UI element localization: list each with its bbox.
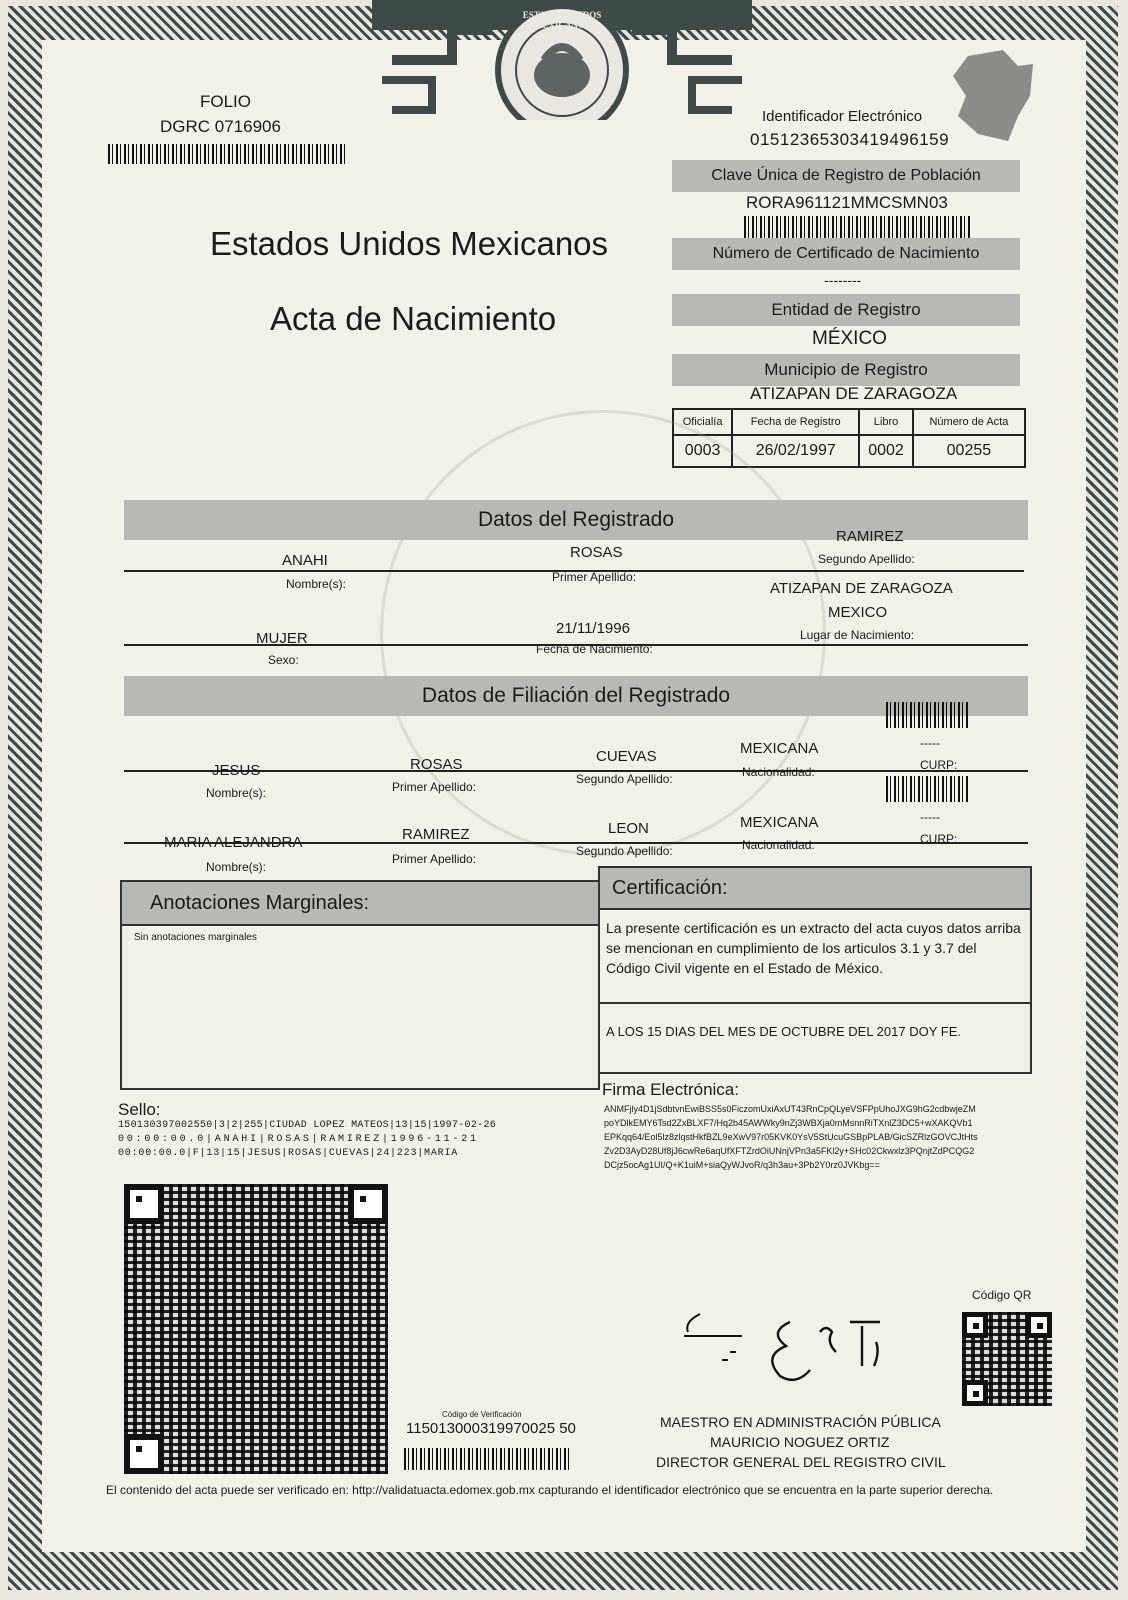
firma-line5: DCjz5ocAg1UI/Q+K1uiM+siaQyWJvoR/q3h3au+3Pb2Y0rz0JVKbg== (604, 1160, 880, 1170)
seal-text: ESTADOS UNIDOS MEXICANOS (522, 10, 602, 30)
header-oficialia: Oficialía (673, 409, 732, 435)
registrado-section-bar: Datos del Registrado (124, 500, 1028, 540)
small-qr-code (962, 1312, 1052, 1406)
madre-nombre: MARIA ALEJANDRA (164, 834, 303, 851)
madre-primer-apellido-label: Primer Apellido: (392, 852, 477, 866)
padre-segundo-apellido-label: Segundo Apellido: (576, 772, 673, 786)
fecha-nacimiento-label: Fecha de Nacimiento: (536, 642, 653, 656)
value-numero-acta: 00255 (913, 435, 1025, 467)
sello-label: Sello: (118, 1100, 161, 1119)
padre-nombre: JESUS (212, 762, 261, 779)
entidad-value: MÉXICO (812, 328, 887, 349)
municipio-label-bar: Municipio de Registro (672, 354, 1020, 386)
qr-label: Código QR (972, 1288, 1032, 1302)
header-libro: Libro (859, 409, 913, 435)
municipio-value: ATIZAPAN DE ZARAGOZA (750, 384, 958, 403)
certificado-label-bar: Número de Certificado de Nacimiento (672, 238, 1020, 270)
national-seal-frame (372, 0, 752, 120)
header-fecha-registro: Fecha de Registro (732, 409, 859, 435)
identificador-label: Identificador Electrónico (762, 108, 923, 125)
curp-label-bar: Clave Única de Registro de Población (672, 160, 1020, 192)
madre-nacionalidad-label: Nacionalidad: (742, 838, 815, 852)
value-libro: 0002 (859, 435, 913, 467)
padre-nacionalidad-label: Nacionalidad: (742, 765, 815, 779)
firma-label: Firma Electrónica: (602, 1080, 739, 1099)
director-position: DIRECTOR GENERAL DEL REGISTRO CIVIL (656, 1454, 946, 1470)
registrado-primer-apellido: ROSAS (570, 544, 623, 561)
sexo-label: Sexo: (268, 653, 299, 667)
certificacion-box (598, 866, 1032, 1074)
filiacion-section-bar: Datos de Filiación del Registrado (124, 676, 1028, 716)
folio-label: FOLIO (200, 92, 252, 111)
lugar-nacimiento-label: Lugar de Nacimiento: (800, 628, 915, 642)
document-title: Acta de Nacimiento (270, 300, 557, 337)
certificacion-text: La presente certificación es un extracto del acta cuyos datos arriba se mencionan en cumplimiento de los articulos 3.1 y 3.7 del Código Civil vigente en el Estado de México. (600, 910, 1030, 1004)
curp-barcode (744, 216, 970, 238)
value-oficialia: 0003 (673, 435, 732, 467)
padre-curp: ----- (920, 736, 940, 750)
registrado-segundo-apellido: RAMIREZ (836, 528, 904, 545)
nombre-label: Nombre(s): (286, 577, 347, 591)
sello-line1: 150130397002550|3|2|255|CIUDAD LOPEZ MATEOS|13|15|1997-02-26 (118, 1120, 497, 1131)
certificado-value: -------- (824, 272, 862, 288)
anotaciones-box (120, 880, 600, 1090)
registrado-fecha-nacimiento: 21/11/1996 (556, 620, 630, 637)
primer-apellido-label: Primer Apellido: (552, 570, 637, 584)
madre-segundo-apellido: LEON (608, 820, 649, 837)
identificador-value: 01512365303419496159 (750, 130, 950, 149)
sello-line2: 00:00:00.0|ANAHI|ROSAS|RAMIREZ|1996-11-21 (118, 1134, 479, 1145)
firma-line4: Zv2D3AyD28Uf8jJ6cwRe6aqUfXFTZrdOiUNnjVPn3a5FKl2y+SHc02Ckwxlz3PQnjtZdPCQG2 (604, 1146, 975, 1156)
verification-footer-text: El contenido del acta puede ser verificado en: http://validatuacta.edomex.gob.mx capturando el identificador electrónico que se encuentra en la parte superior derecha. (106, 1483, 994, 1497)
folio-value: DGRC 0716906 (160, 117, 281, 136)
verificacion-value: 115013000319970025 50 (406, 1420, 576, 1437)
folio-barcode (108, 144, 348, 164)
madre-barcode (886, 776, 968, 802)
padre-primer-apellido: ROSAS (410, 756, 463, 773)
state-map-icon (948, 46, 1038, 146)
padre-segundo-apellido: CUEVAS (596, 748, 657, 765)
segundo-apellido-label: Segundo Apellido: (818, 552, 915, 566)
verificacion-barcode (404, 1448, 570, 1470)
padre-primer-apellido-label: Primer Apellido: (392, 780, 477, 794)
madre-segundo-apellido-label: Segundo Apellido: (576, 844, 673, 858)
firma-line1: ANMFjly4D1jSdbtvnEwiBSS5s0FiczomUxiAxUT43RnCpQLyeVSFPpUhoJXG9hG2cdbwjeZM (604, 1104, 976, 1114)
madre-primer-apellido: RAMIREZ (402, 826, 470, 843)
madre-nombre-label: Nombre(s): (206, 860, 267, 874)
large-qr-code (124, 1184, 388, 1474)
curp-value: RORA961121MMCSMN03 (746, 193, 948, 212)
verificacion-label: Código de Verificación (442, 1410, 522, 1419)
registrado-sexo: MUJER (256, 630, 308, 647)
registrado-lugar-line2: MEXICO (828, 604, 888, 621)
anotaciones-text: Sin anotaciones marginales (134, 932, 257, 943)
padre-nacionalidad: MEXICANA (740, 740, 819, 757)
director-title: MAESTRO EN ADMINISTRACIÓN PÚBLICA (660, 1414, 941, 1430)
sello-line3: 00:00:00.0|F|13|15|JESUS|ROSAS|CUEVAS|24|223|MARIA (118, 1148, 459, 1159)
certificacion-fecha: A LOS 15 DIAS DEL MES DE OCTUBRE DEL 2017 DOY FE. (606, 1024, 961, 1039)
country-title: Estados Unidos Mexicanos (210, 225, 609, 262)
padre-barcode (886, 702, 968, 728)
registrado-nombre: ANAHI (282, 552, 328, 569)
director-name: MAURICIO NOGUEZ ORTIZ (710, 1434, 890, 1450)
firma-line3: EPKqq64/Eol5lz8zlqstHkfBZL9eXwV97r05KVK0YsV5StUcuGSBpPLAB/GicSZRlzGOVCJtHts (604, 1132, 978, 1142)
padre-nombre-label: Nombre(s): (206, 786, 267, 800)
padre-curp-label: CURP: (920, 758, 958, 772)
firma-line2: poYDlkEMY6Tsd2ZxBLXF7/Hq2b45AWWky9nZj3WBXja0mMsnnRiTXnlZ3DC5+wXAKQVb1 (604, 1118, 973, 1128)
madre-curp: ----- (920, 810, 940, 824)
director-signature (680, 1292, 910, 1402)
header-numero-acta: Número de Acta (913, 409, 1025, 435)
registrado-lugar-line1: ATIZAPAN DE ZARAGOZA (770, 580, 953, 597)
entidad-label-bar: Entidad de Registro (672, 294, 1020, 326)
value-fecha-registro: 26/02/1997 (732, 435, 859, 467)
certificacion-title: Certificación: (600, 868, 1030, 910)
madre-curp-label: CURP: (920, 832, 958, 846)
anotaciones-title: Anotaciones Marginales: (122, 882, 598, 926)
madre-nacionalidad: MEXICANA (740, 814, 819, 831)
